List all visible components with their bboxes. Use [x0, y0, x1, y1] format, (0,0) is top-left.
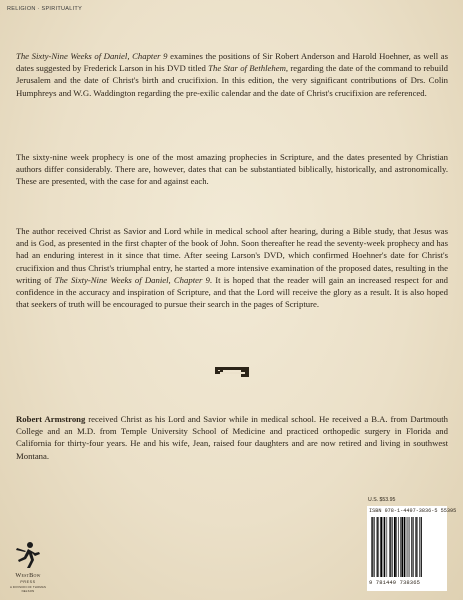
publisher-sub: PRESS — [20, 580, 36, 584]
description-text: examines the positions of Sir Robert Anderson and Harold Hoehner, as well as dates suggested by Frederick Larson in his DVD titled — [16, 50, 448, 73]
barcode-bar — [409, 517, 410, 577]
publisher-logo — [8, 540, 48, 598]
barcode-bar — [383, 517, 384, 577]
category-label: RELIGION · SPIRITUALITY — [7, 6, 83, 12]
price-label: U.S. $53.95 — [368, 497, 396, 503]
barcode-bar — [411, 517, 412, 577]
section-divider-ornament — [212, 365, 252, 379]
author-bio-paragraph — [16, 413, 448, 462]
barcode-bar — [400, 517, 401, 577]
description-paragraph-3 — [16, 225, 448, 311]
barcode-bar — [404, 517, 405, 577]
description-text: . It is hoped that the reader will gain an increased respect for and confidence in the accuracy and inspiration of Scripture, and that the Lord will receive the glory as a result. It is also hoped that seekers of truth will be encouraged to pursue their search in the pages of Scripture. — [16, 274, 449, 310]
barcode-bar — [371, 517, 372, 577]
barcode-bar — [374, 517, 375, 577]
book-title-italic: The Sixty-Nine Weeks of Daniel, Chapter 9 — [16, 50, 168, 61]
barcode-bar — [419, 517, 420, 577]
author-name: Robert Armstrong — [16, 413, 86, 424]
barcode-digits: 9 781449 738365 — [369, 579, 421, 586]
barcode-bar — [389, 517, 390, 577]
barcode-bar — [416, 517, 417, 577]
barcode-image — [370, 517, 444, 577]
publisher-name: WestBow — [15, 572, 41, 579]
isbn-number: ISBN 978-1-4497-3836-5 — [369, 508, 438, 514]
barcode-bar — [377, 517, 378, 577]
barcode-bar — [401, 517, 403, 577]
author-bio-text: received Christ as his Lord and Savior while in medical school. He received a B.A. from Dartmouth College and an M.D. from Temple University School of Medicine and practiced orthopedic surgery in Florida and California for thirty-four years. He and his wife, Jean, raised four daughters and are now retired and living in southwest Montana. — [16, 413, 448, 461]
barcode-bar — [415, 517, 416, 577]
description-paragraph-2: The sixty-nine week prophecy is one of the most amazing prophecies in Scripture, and the dates presented by Christian authors differ considerably. There are, however, dates that can be substantiated biblically, historically, and astronomically. These are presented, with the case for and against each. — [16, 151, 448, 187]
barcode-bar — [378, 517, 379, 577]
isbn-suffix: 55395 — [440, 508, 457, 514]
barcode-bar — [380, 517, 382, 577]
dvd-title-italic: The Star of Bethlehem — [208, 62, 286, 73]
barcode-bar — [406, 517, 407, 577]
description-paragraph-1 — [16, 50, 448, 99]
running-figure-logo-icon — [13, 540, 41, 570]
barcode-bar — [408, 517, 409, 577]
barcode-bar — [421, 517, 422, 577]
barcode-bar — [398, 517, 399, 577]
barcode-bar — [372, 517, 373, 577]
description-text: , regarding the date of the command to rebuild Jerusalem and the date of Christ's birth and crucifixion. In this edition, the very significant contributions of Drs. Colin Humphreys and W.G. Waddington regarding the pre-exilic calendar and the date of Christ's crucifixion are referenced. — [16, 62, 449, 98]
barcode-bar — [387, 517, 388, 577]
publisher-tagline: A DIVISION OF THOMAS NELSON — [9, 585, 47, 593]
isbn-label — [369, 508, 456, 514]
barcode-box — [367, 506, 457, 591]
barcode-bar — [394, 517, 396, 577]
description-text: The author received Christ as Savior and Lord while in medical school after hearing, during a Bible study, that Jesus was and is God, as presented in the first chapter of the book of John. Soon thereafter he read the seventy-week prophecy and has had an enduring interest in it since that time. After seeing Larson's DVD, which confirmed Hoehner's date for Christ's crucifixion and thus Christ's triumphal entry, he started a more intensive examination of the proposed dates, resulting in the writing of — [16, 225, 448, 285]
barcode-bar — [396, 517, 397, 577]
barcode-bar — [392, 517, 393, 577]
barcode-bar — [390, 517, 391, 577]
barcode-bar — [384, 517, 385, 577]
barcode-bar — [413, 517, 414, 577]
book-title-italic: The Sixty-Nine Weeks of Daniel, Chapter 9 — [54, 274, 210, 285]
